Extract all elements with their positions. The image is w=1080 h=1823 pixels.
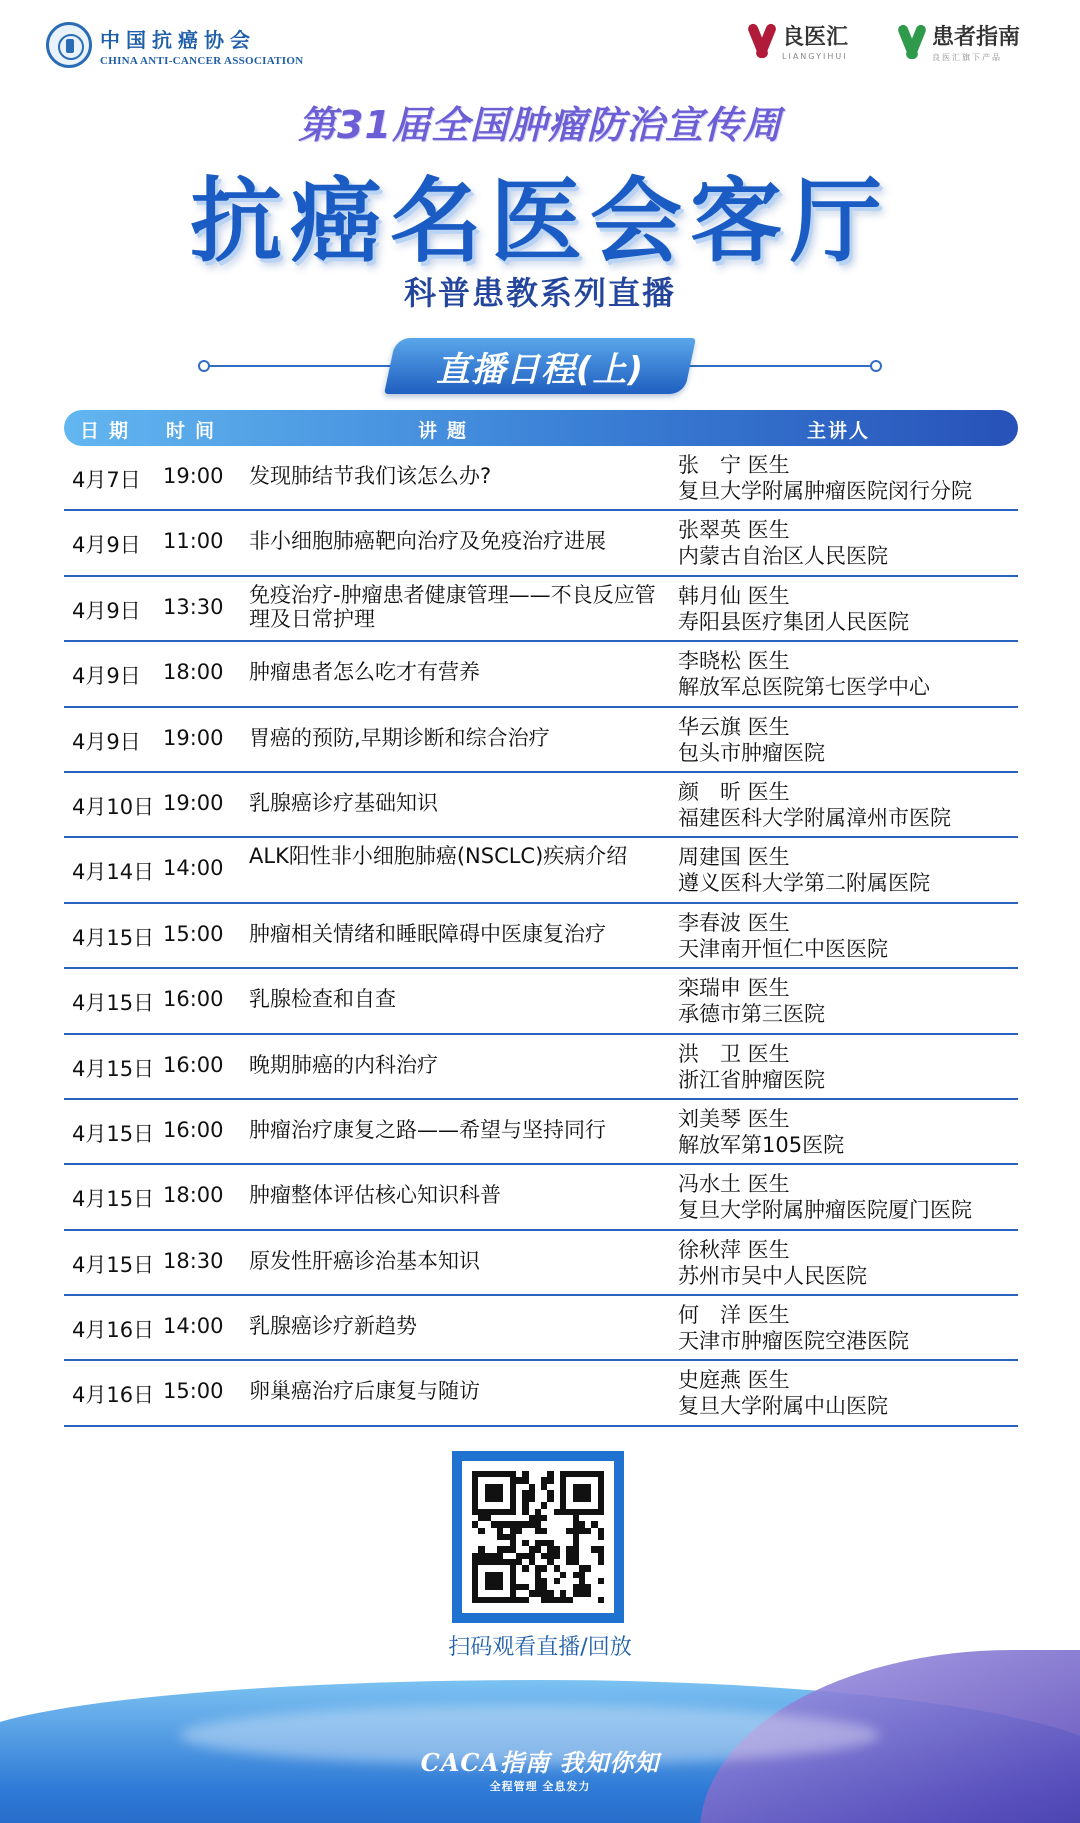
row-topic: ALK阳性非小细胞肺癌(NSCLC)疾病介绍: [249, 844, 628, 869]
row-topic: 肿瘤治疗康复之路——希望与坚持同行: [249, 1117, 606, 1142]
row-speaker: 冯水土 医生: [678, 1172, 790, 1197]
row-speaker-block: [678, 844, 930, 896]
table-header: [64, 410, 1018, 446]
row-time: 14:00: [163, 1314, 224, 1339]
row-speaker: 何 洋 医生: [678, 1303, 790, 1328]
row-hospital: 遵义医科大学第二附属医院: [678, 871, 930, 896]
row-time: 18:00: [163, 1183, 224, 1208]
table-row: [64, 1035, 1018, 1100]
row-speaker-block: [678, 779, 951, 831]
row-speaker: 华云旗 医生: [678, 714, 790, 739]
row-speaker: 洪 卫 医生: [678, 1041, 790, 1066]
banner-divider-right: [686, 365, 876, 367]
row-date: 4月16日: [72, 1318, 155, 1343]
row-speaker-block: [678, 1302, 909, 1354]
row-hospital: 天津市肿瘤医院空港医院: [678, 1329, 909, 1354]
row-topic: 肿瘤患者怎么吃才有营养: [249, 660, 480, 685]
row-hospital: 解放军第105医院: [678, 1132, 845, 1157]
table-row: [64, 708, 1018, 773]
table-row: [64, 577, 1018, 642]
main-title: 抗癌名医会客厅: [189, 168, 890, 275]
row-date: 4月9日: [72, 664, 141, 689]
caca-logo: [46, 22, 303, 68]
row-topic: 原发性肝癌诊治基本知识: [249, 1248, 480, 1273]
row-topic: 肿瘤相关情绪和睡眠障碍中医康复治疗: [249, 921, 606, 946]
row-hospital: 承德市第三医院: [678, 1002, 825, 1027]
row-time: 19:00: [163, 790, 224, 815]
row-speaker-block: [678, 975, 825, 1027]
partner2-sub: 良医汇旗下产品: [932, 53, 1002, 62]
org-name-cn: 中国抗癌协会: [100, 27, 256, 52]
qr-code-pattern: [472, 1471, 604, 1603]
qr-code[interactable]: [452, 1451, 624, 1623]
table-row: [64, 838, 1018, 903]
banner-dot-left: [198, 360, 210, 372]
caca-emblem-icon: [46, 22, 92, 68]
table-row: [64, 1231, 1018, 1296]
footer-wave-banner: [0, 1650, 1080, 1823]
row-time: 19:00: [163, 725, 224, 750]
schedule-table: [64, 446, 1018, 1427]
row-topic: 卵巢癌治疗后康复与随访: [249, 1379, 480, 1404]
row-speaker-block: [678, 1367, 888, 1419]
row-topic: 非小细胞肺癌靶向治疗及免疫治疗进展: [249, 529, 606, 554]
row-speaker: 张翠英 医生: [678, 518, 790, 543]
partner1-sub: LIANGYIHUI: [782, 52, 848, 61]
row-hospital: 福建医科大学附属漳州市医院: [678, 805, 951, 830]
table-row: [64, 1165, 1018, 1230]
row-time: 15:00: [163, 921, 224, 946]
row-topic: 肿瘤整体评估核心知识科普: [249, 1183, 501, 1208]
row-time: 15:00: [163, 1379, 224, 1404]
row-date: 4月15日: [72, 1056, 155, 1081]
header-time: 时间: [166, 420, 225, 442]
schedule-banner-label: 直播日程(上): [435, 350, 645, 390]
row-speaker: 刘美琴 医生: [678, 1106, 790, 1131]
header: [0, 0, 1080, 90]
row-time: 13:30: [163, 594, 224, 619]
row-time: 19:00: [163, 464, 224, 488]
row-speaker: 李春波 医生: [678, 910, 790, 935]
row-topic: 乳腺癌诊疗新趋势: [249, 1314, 417, 1339]
row-date: 4月10日: [72, 794, 155, 819]
row-date: 4月15日: [72, 991, 155, 1016]
qr-caption: 扫码观看直播/回放: [448, 1635, 632, 1660]
row-topic: 发现肺结节我们该怎么办?: [249, 464, 492, 488]
row-time: 16:00: [163, 987, 224, 1012]
row-date: 4月14日: [72, 860, 155, 885]
partner1-name: 良医汇: [782, 25, 849, 50]
header-date: 日期: [80, 420, 139, 442]
row-speaker: 栾瑞申 医生: [678, 976, 790, 1001]
table-row: [64, 773, 1018, 838]
row-date: 4月16日: [72, 1383, 155, 1408]
row-topic: 晚期肺癌的内科治疗: [249, 1052, 438, 1077]
row-speaker-block: [678, 1237, 867, 1289]
footer-tagline: 全程管理 全息发力: [489, 1780, 591, 1793]
row-topic: 乳腺检查和自查: [249, 987, 396, 1012]
row-speaker: 史庭燕 医生: [678, 1368, 790, 1393]
banner-divider-left: [204, 365, 394, 367]
row-hospital: 苏州市吴中人民医院: [678, 1263, 867, 1288]
partner2-name: 患者指南: [932, 25, 1021, 50]
row-speaker-block: [678, 452, 972, 504]
row-speaker: 张 宁 医生: [678, 453, 790, 477]
row-speaker: 韩月仙 医生: [678, 583, 790, 608]
org-name-en: CHINA ANTI-CANCER ASSOCIATION: [100, 54, 304, 67]
row-speaker: 徐秋萍 医生: [678, 1237, 790, 1262]
row-hospital: 解放军总医院第七医学中心: [678, 675, 930, 700]
table-row: [64, 969, 1018, 1034]
row-speaker-block: [678, 583, 909, 635]
row-speaker-block: [678, 517, 888, 569]
row-time: 16:00: [163, 1117, 224, 1142]
header-topic: 讲题: [418, 420, 477, 442]
row-time: 14:00: [163, 856, 224, 881]
partner-logo-patient-guide: [898, 20, 1020, 63]
row-time: 16:00: [163, 1052, 224, 1077]
row-date: 4月15日: [72, 1187, 155, 1212]
row-date: 4月9日: [72, 729, 141, 754]
row-speaker: 李晓松 医生: [678, 649, 790, 674]
row-hospital: 复旦大学附属中山医院: [678, 1394, 888, 1419]
table-row: [64, 511, 1018, 576]
row-speaker: 颜 昕 医生: [678, 779, 790, 804]
row-date: 4月15日: [72, 1121, 155, 1146]
table-row: [64, 904, 1018, 969]
row-speaker: 周建国 医生: [678, 845, 790, 870]
subtitle: 科普患教系列直播: [403, 274, 676, 312]
header-speaker: 主讲人: [807, 420, 871, 442]
event-title: 第31届全国肿瘤防治宣传周: [298, 103, 782, 147]
row-time: 18:00: [163, 660, 224, 685]
row-hospital: 浙江省肿瘤医院: [678, 1067, 825, 1092]
banner-dot-right: [870, 360, 882, 372]
schedule-banner: [198, 338, 882, 394]
row-speaker-block: [678, 1106, 844, 1158]
row-date: 4月9日: [72, 533, 141, 558]
green-ribbon-icon: [898, 22, 926, 62]
table-row: [64, 446, 1018, 511]
row-date: 4月15日: [72, 925, 155, 950]
row-time: 18:30: [163, 1248, 224, 1273]
table-row: [64, 642, 1018, 707]
row-hospital: 天津南开恒仁中医医院: [678, 936, 888, 961]
row-speaker-block: [678, 1171, 972, 1223]
row-time: 11:00: [163, 529, 224, 554]
row-date: 4月15日: [72, 1252, 155, 1277]
row-speaker-block: [678, 648, 930, 700]
row-date: 4月9日: [72, 598, 141, 623]
table-row: [64, 1361, 1018, 1426]
row-topic: 乳腺癌诊疗基础知识: [249, 790, 438, 815]
row-hospital: 复旦大学附属肿瘤医院厦门医院: [678, 1198, 972, 1223]
row-topic: 胃癌的预防,早期诊断和综合治疗: [249, 725, 550, 750]
row-date: 4月7日: [72, 468, 141, 492]
table-row: [64, 1100, 1018, 1165]
row-speaker-block: [678, 1041, 825, 1093]
row-topic: 免疫治疗-肿瘤患者健康管理——不良反应管理及日常护理: [249, 582, 656, 631]
row-hospital: 寿阳县医疗集团人民医院: [678, 609, 909, 634]
footer-slogan: CACA指南 我知你知: [420, 1748, 660, 1777]
row-hospital: 内蒙古自治区人民医院: [678, 544, 888, 569]
partner-logo-liangyihui: [748, 20, 848, 61]
row-speaker-block: [678, 714, 825, 766]
row-hospital: 复旦大学附属肿瘤医院闵行分院: [678, 479, 972, 503]
red-ribbon-icon: [748, 21, 776, 61]
row-speaker-block: [678, 910, 888, 962]
row-hospital: 包头市肿瘤医院: [678, 740, 825, 765]
table-row: [64, 1296, 1018, 1361]
